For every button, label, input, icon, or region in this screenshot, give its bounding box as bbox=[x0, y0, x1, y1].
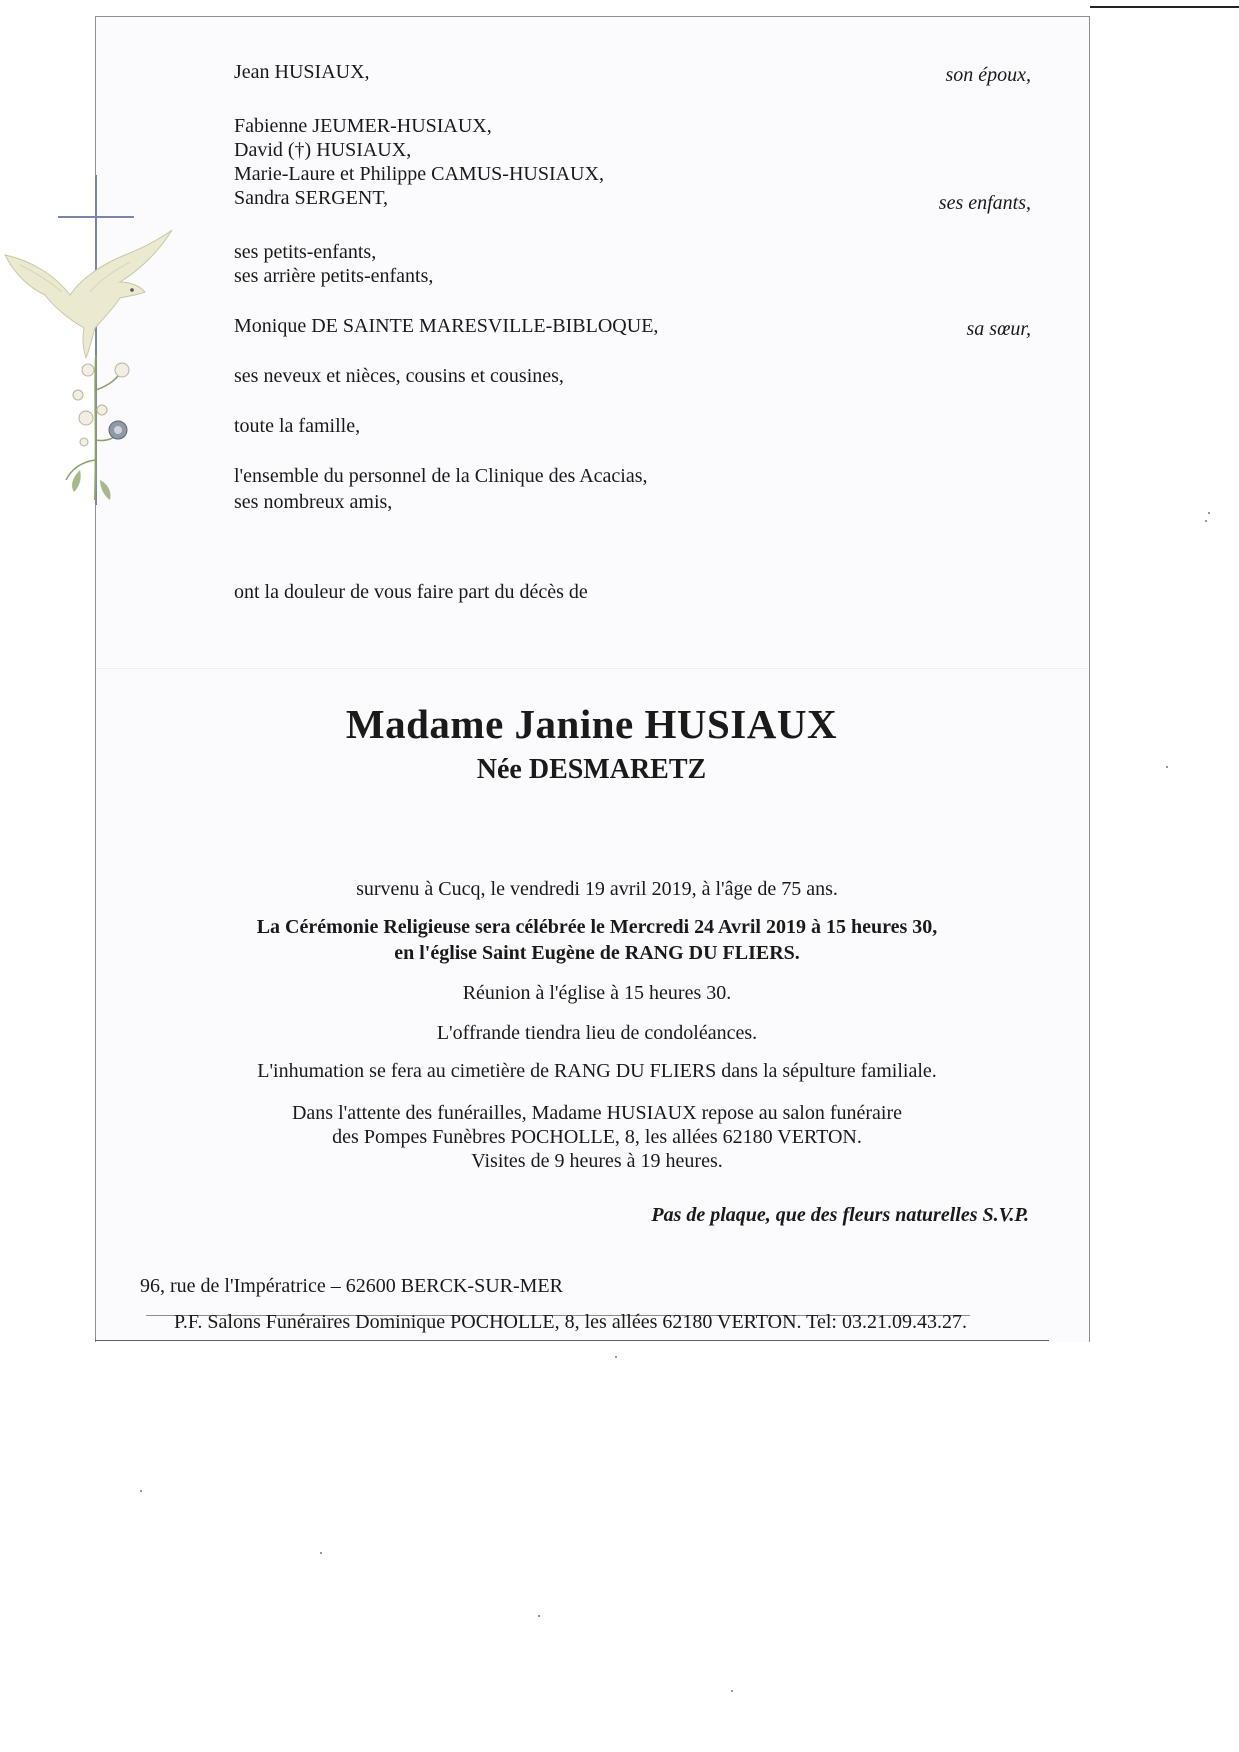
burial-info: L'inhumation se fera au cimetière de RANG DU FLIERS dans la sépulture familiale. bbox=[257, 1060, 937, 1082]
sister-relation: sa sœur, bbox=[966, 318, 1031, 340]
flowers-icon bbox=[60, 350, 140, 510]
announcement-text: ont la douleur de vous faire part du décès de bbox=[234, 581, 588, 603]
address-line: 96, rue de l'Impératrice – 62600 BERCK-SUR-MER bbox=[140, 1275, 563, 1297]
funeral-home-line: P.F. Salons Funéraires Dominique POCHOLLE, 8, les allées 62180 VERTON. Tel: 03.21.09.43.27. bbox=[174, 1311, 967, 1333]
husband-name: Jean HUSIAUX, bbox=[234, 61, 370, 83]
nephews-line: ses neveux et nièces, cousins et cousines, bbox=[234, 365, 564, 387]
scan-speck bbox=[615, 1356, 617, 1358]
scan-speck bbox=[1166, 766, 1168, 768]
friends-line: ses nombreux amis, bbox=[234, 491, 393, 513]
child-name: David (†) HUSIAUX, bbox=[234, 139, 412, 161]
scan-speck bbox=[320, 1552, 322, 1554]
rest-line-1: Dans l'attente des funérailles, Madame HUSIAUX repose au salon funéraire bbox=[291, 1102, 903, 1124]
death-details: survenu à Cucq, le vendredi 19 avril 2019, à l'âge de 75 ans. bbox=[356, 878, 838, 900]
scan-speck bbox=[1205, 520, 1207, 522]
scan-speck bbox=[140, 1490, 142, 1492]
family-line: toute la famille, bbox=[234, 415, 361, 437]
sister-name: Monique DE SAINTE MARESVILLE-BIBLOQUE, bbox=[234, 315, 659, 337]
maiden-name: Née DESMARETZ bbox=[476, 754, 707, 785]
ceremony-line-1: La Cérémonie Religieuse sera célébrée le Mercredi 24 Avril 2019 à 15 heures 30, bbox=[256, 916, 938, 938]
offering-info: L'offrande tiendra lieu de condoléances. bbox=[436, 1022, 758, 1044]
rest-line-2: des Pompes Funèbres POCHOLLE, 8, les allées 62180 VERTON. bbox=[332, 1126, 862, 1148]
child-name: Fabienne JEUMER-HUSIAUX, bbox=[234, 115, 492, 137]
paper-fold-line bbox=[96, 668, 1088, 669]
scan-speck bbox=[538, 1615, 540, 1617]
great-grandchildren-line: ses arrière petits-enfants, bbox=[234, 265, 434, 287]
card-bottom-border bbox=[95, 1340, 1049, 1341]
dove-icon bbox=[0, 220, 180, 370]
deceased-name: Madame Janine HUSIAUX bbox=[345, 701, 838, 747]
children-relation: ses enfants, bbox=[938, 192, 1031, 214]
staff-line: l'ensemble du personnel de la Clinique des Acacias, bbox=[234, 465, 648, 487]
husband-relation: son époux, bbox=[945, 64, 1031, 86]
cross-horizontal-bar bbox=[58, 216, 134, 218]
scan-speck bbox=[1208, 512, 1210, 514]
scan-edge-line bbox=[1090, 6, 1239, 8]
visiting-hours: Visites de 9 heures à 19 heures. bbox=[471, 1150, 723, 1172]
grandchildren-line: ses petits-enfants, bbox=[234, 241, 377, 263]
ceremony-line-2: en l'église Saint Eugène de RANG DU FLIERS. bbox=[394, 942, 800, 964]
flowers-note: Pas de plaque, que des fleurs naturelles S.V.P. bbox=[651, 1204, 1029, 1226]
child-name: Sandra SERGENT, bbox=[234, 187, 389, 209]
meeting-info: Réunion à l'église à 15 heures 30. bbox=[462, 982, 732, 1004]
scan-speck bbox=[731, 1690, 733, 1692]
child-name: Marie-Laure et Philippe CAMUS-HUSIAUX, bbox=[234, 163, 604, 185]
